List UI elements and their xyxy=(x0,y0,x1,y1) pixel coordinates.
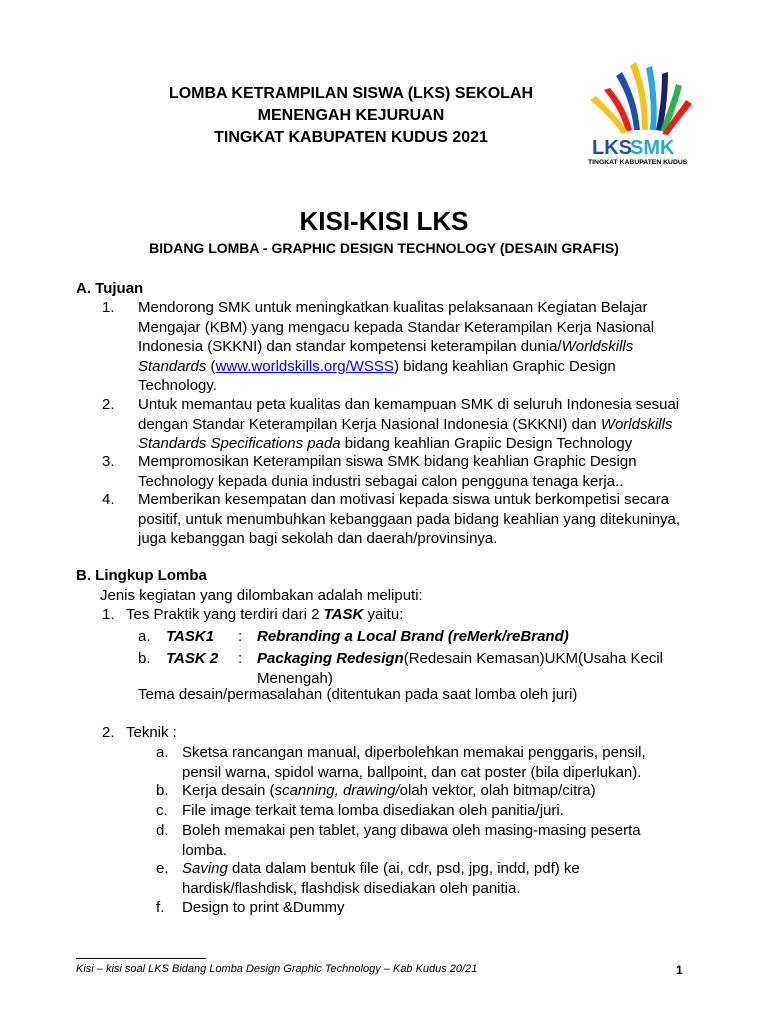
task-letter: b. xyxy=(138,650,151,667)
list-item: File image terkait tema lomba disediakan oleh panitia/juri. xyxy=(182,802,564,819)
section-a-heading: A. Tujuan xyxy=(76,280,144,297)
item-number: 3. xyxy=(102,453,115,470)
teknik-label: Teknik : xyxy=(126,724,177,741)
list-item: Mendorong SMK untuk meningkatkan kualitas pelaksanaan Kegiatan Belajar Mengajar (KBM) yang mengacu kepada Standar Keterampilan Kerja Nasional Indonesia (SKKNI) dan standar kompetensi keterampilan dunia/Worldskills Standards (www.worldskills.org/WSSS) bidang keahlian Graphic Design Technology. xyxy=(138,299,655,394)
task-letter: a. xyxy=(138,628,151,645)
list-item: Sketsa rancangan manual, diperbolehkan memakai penggaris, pensil, pensil warna, spidol warna, ballpoint, dan cat poster (bila diperlukan). xyxy=(182,744,646,781)
task-intro: Tes Praktik yang terdiri dari 2 TASK yaitu: xyxy=(126,606,404,623)
sub-letter: d. xyxy=(156,822,169,839)
task-description: Rebranding a Local Brand (reMerk/reBrand) xyxy=(257,628,569,645)
header-line-3: TINGKAT KABUPATEN KUDUS 2021 xyxy=(214,129,488,146)
item-number: 1. xyxy=(102,299,115,316)
list-item: Saving data dalam bentuk file (ai, cdr, psd, jpg, indd, pdf) ke hardisk/flashdisk, flashdisk disediakan oleh panitia. xyxy=(182,860,580,897)
document-header xyxy=(118,83,584,149)
list-item: Design to print &Dummy xyxy=(182,899,345,916)
page-subtitle: BIDANG LOMBA - GRAPHIC DESIGN TECHNOLOGY (DESAIN GRAFIS) xyxy=(149,240,619,256)
footer-divider xyxy=(76,958,206,959)
worldskills-link[interactable]: www.worldskills.org/WSSS xyxy=(215,357,394,375)
header-line-1: LOMBA KETRAMPILAN SISWA (LKS) SEKOLAH xyxy=(168,85,534,102)
logo-text-lks: LKS xyxy=(592,137,632,159)
list-item: Mempromosikan Keterampilan siswa SMK bidang keahlian Graphic Design Technology kepada dunia industri sebagai calon pengguna tenaga kerja.. xyxy=(138,453,637,490)
list-item: Kerja desain (scanning, drawing/olah vektor, olah bitmap/citra) xyxy=(182,782,596,799)
page-number: 1 xyxy=(676,963,683,977)
task-colon: : xyxy=(238,628,243,645)
task-description: Packaging Redesign(Redesain Kemasan)UKM(Usaha Kecil Menengah) xyxy=(257,650,663,687)
section-b-intro: Jenis kegiatan yang dilombakan adalah meliputi: xyxy=(100,587,423,604)
sub-letter: e. xyxy=(156,860,169,877)
item-number: 1. xyxy=(102,606,115,623)
item-number: 2. xyxy=(102,396,115,413)
sub-letter: c. xyxy=(156,802,168,819)
theme-note: Tema desain/permasalahan (ditentukan pada saat lomba oleh juri) xyxy=(138,686,578,703)
list-item: Memberikan kesempatan dan motivasi kepada siswa untuk berkompetisi secara positif, untuk menumbuhkan kebanggaan pada bidang keahlian yang ditekuninya, juga kebanggan bagi sekolah dan daerah/provinsinya. xyxy=(138,491,681,547)
page-title: KISI-KISI LKS xyxy=(299,206,469,236)
logo-ribbons-icon xyxy=(590,62,692,135)
task-colon: : xyxy=(238,650,243,667)
sub-letter: b. xyxy=(156,782,169,799)
task-label: TASK1 xyxy=(166,628,215,645)
item-number: 2. xyxy=(102,724,115,741)
sub-letter: f. xyxy=(156,899,165,916)
sub-letter: a. xyxy=(156,744,169,761)
lks-smk-logo xyxy=(586,60,698,168)
list-item: Untuk memantau peta kualitas dan kemampuan SMK di seluruh Indonesia sesuai dengan Standar Keterampilan Kerja Nasional Indonesia (SKKNI) dan Worldskills Standards Specifications pada bidang keahlian Grapiic Design Technology xyxy=(138,396,680,452)
section-b-heading: B. Lingkup Lomba xyxy=(76,567,207,584)
logo-text-smk: SMK xyxy=(630,137,675,159)
header-line-2: MENENGAH KEJURUAN xyxy=(257,107,445,124)
task-label: TASK 2 xyxy=(166,650,219,667)
logo-tagline: TINGKAT KABUPATEN KUDUS xyxy=(588,159,688,166)
list-item: Boleh memakai pen tablet, yang dibawa oleh masing-masing peserta lomba. xyxy=(182,822,641,859)
footer-text: Kisi – kisi soal LKS Bidang Lomba Design Graphic Technology – Kab Kudus 20/21 xyxy=(76,963,478,975)
item-number: 4. xyxy=(102,491,115,508)
